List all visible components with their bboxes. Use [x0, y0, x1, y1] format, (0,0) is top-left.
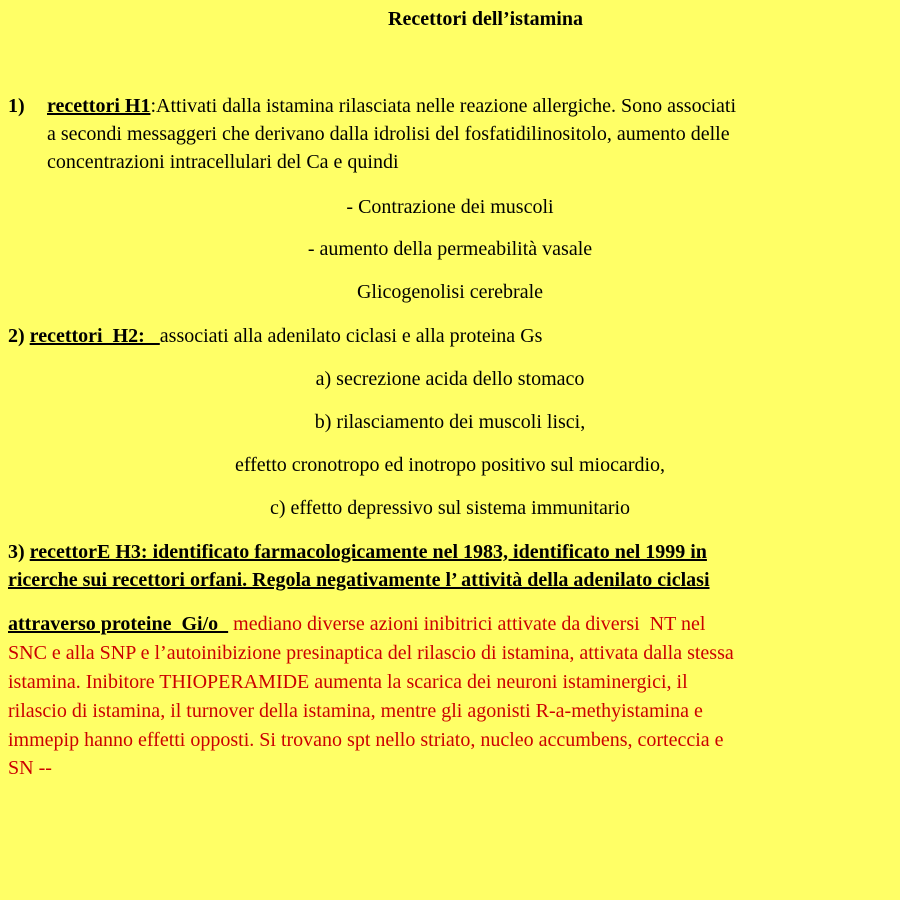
h2-effect: b) rilasciamento dei muscoli lisci, — [314, 411, 586, 433]
h3-bold-text: attraverso proteine Gi/o — [8, 613, 229, 635]
h3-red-line: SN -- — [8, 757, 52, 779]
h3-red-line: SNC e alla SNP e l’autoinibizione presinaptica del rilascio di istamina, attivata dalla stessa — [8, 642, 734, 664]
h2-number: 2) — [8, 325, 25, 347]
h1-effect: - Contrazione dei muscoli — [346, 196, 554, 218]
h2-effect: effetto cronotropo ed inotropo positivo sul miocardio, — [234, 454, 666, 476]
h3-line-1 — [8, 540, 707, 564]
h1-effect: - aumento della permeabilità vasale — [307, 238, 593, 260]
h1-line-3: concentrazioni intracellulari del Ca e quindi — [47, 151, 399, 173]
page-title: Recettori dell’istamina — [388, 8, 583, 30]
h2-effect: a) secrezione acida dello stomaco — [315, 368, 585, 390]
h2-line-1 — [8, 324, 542, 348]
h2-heading: recettori H2: — [29, 325, 160, 347]
h3-red-line: immepip hanno effetti opposti. Si trovano spt nello striato, nucleo accumbens, corteccia e — [8, 729, 724, 751]
h1-number: 1) — [8, 95, 25, 117]
h2-effect: c) effetto depressivo sul sistema immunitario — [269, 497, 631, 519]
h3-red-line: istamina. Inibitore THIOPERAMIDE aumenta la scarica dei neuroni istaminergici, il — [8, 671, 688, 693]
h1-heading: recettori H1 — [47, 95, 151, 117]
h3-red-text: mediano diverse azioni inibitrici attivate da diversi NT nel — [228, 613, 706, 635]
h3-heading: recettorE H3: identificato farmacologicamente nel 1983, identificato nel 1999 in — [29, 541, 707, 563]
h1-line-1 — [47, 94, 736, 118]
h1-text: :Attivati dalla istamina rilasciata nelle reazione allergiche. Sono associati — [150, 95, 736, 117]
h2-text: associati alla adenilato ciclasi e alla proteina Gs — [159, 325, 543, 347]
h1-line-2: a secondi messaggeri che derivano dalla idrolisi del fosfatidilinositolo, aumento delle — [47, 123, 730, 145]
h3-line-3 — [8, 612, 705, 636]
h3-number: 3) — [8, 541, 25, 563]
h1-effect: Glicogenolisi cerebrale — [356, 281, 544, 303]
h3-line-2: ricerche sui recettori orfani. Regola negativamente l’ attività della adenilato ciclasi — [8, 569, 710, 591]
h3-red-line: rilascio di istamina, il turnover della istamina, mentre gli agonisti R-a-methyistamina e — [8, 700, 703, 722]
